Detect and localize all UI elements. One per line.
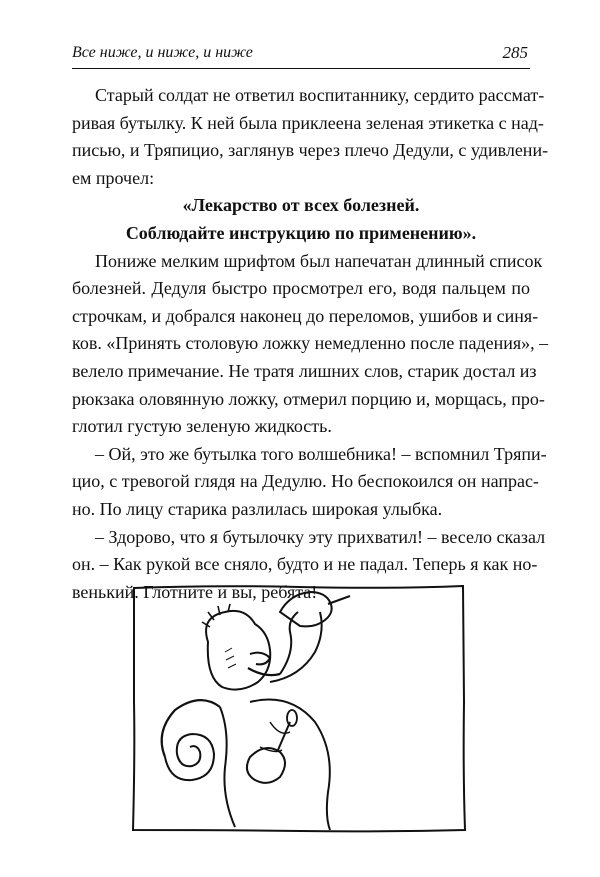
text-line: болезней. Дедуля быстро просмотрел его, водя пальцем по xyxy=(72,278,530,299)
illustration xyxy=(130,582,467,834)
text-line: – Ой, это же бутылка того волшебника! – вспомнил Тряпи- xyxy=(95,443,547,464)
text-line: ривая бутылку. К ней была приклеена зеленая этикетка с над- xyxy=(72,112,544,133)
label-heading-line: Соблюдайте инструкцию по применению». xyxy=(125,222,477,243)
text-line: Пониже мелким шрифтом был напечатан длинный список xyxy=(95,250,543,271)
text-line: велело примечание. Не тратя лишних слов, старик достал из xyxy=(72,360,537,381)
text-line: венький. Глотните и вы, ребята! xyxy=(72,581,318,602)
text-line: – Здорово, что я бутылочку эту прихватил! – весело сказал xyxy=(95,526,546,547)
text-line: ков. «Принять столовую ложку немедленно после падения», – xyxy=(72,333,549,354)
text-line: строчкам, и добрался наконец до переломов, ушибов и синя- xyxy=(72,305,539,326)
label-heading-line: «Лекарство от всех болезней. xyxy=(182,195,420,216)
body-text xyxy=(72,82,549,606)
text-line: Старый солдат не ответил воспитаннику, сердито рассмат- xyxy=(95,85,545,105)
page-number: 285 xyxy=(502,43,528,62)
text-line: ем прочел: xyxy=(72,167,155,188)
text-line: но. По лицу старика разлилась широкая улыбка. xyxy=(72,498,443,519)
text-line: писью, и Тряпицио, заглянув через плечо Дедули, с удивлени- xyxy=(72,140,549,161)
old-man-drinking-from-bottle-icon xyxy=(130,582,467,834)
page-header xyxy=(72,38,530,69)
running-title: Все ниже, и ниже, и ниже xyxy=(72,44,253,61)
text-line: он. – Как рукой все сняло, будто и не падал. Теперь я как но- xyxy=(72,554,538,575)
text-line: рюкзака оловянную ложку, отмерил порцию и, морщась, про- xyxy=(72,388,545,409)
text-line: глотил густую зеленую жидкость. xyxy=(72,416,332,437)
text-line: цио, с тревогой глядя на Дедулю. Но беспокоился он напрас- xyxy=(72,471,539,492)
